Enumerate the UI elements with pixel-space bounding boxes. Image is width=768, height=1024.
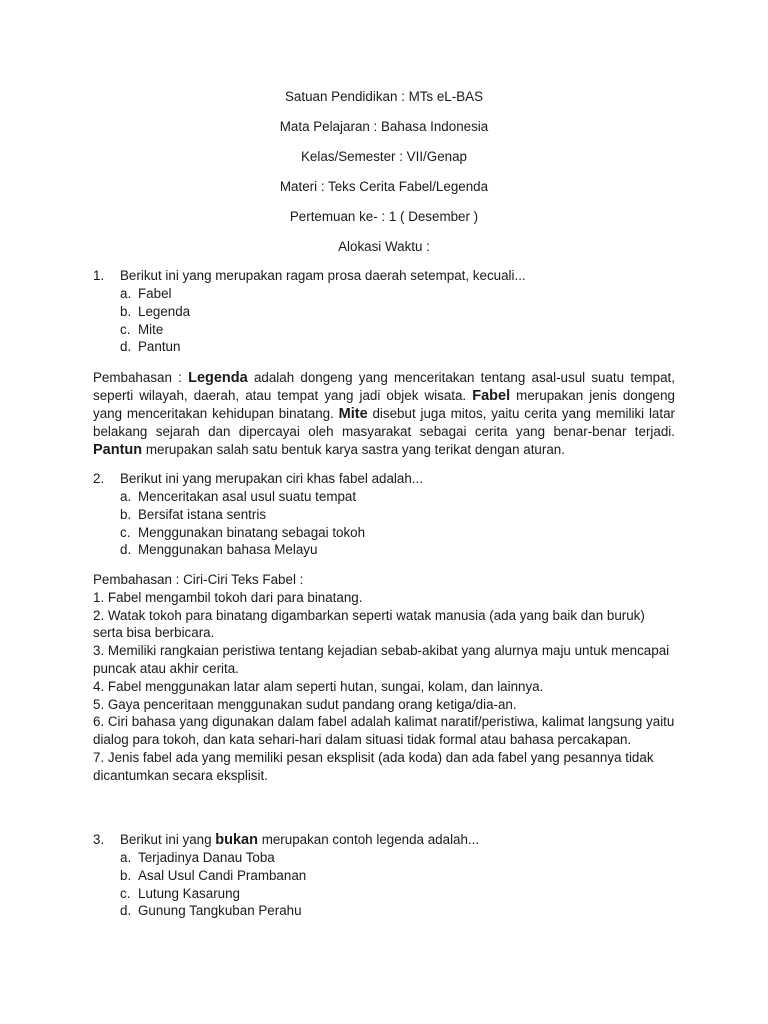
option-item (93, 885, 675, 903)
question-3 (93, 831, 675, 920)
option-text: Menggunakan bahasa Melayu (138, 542, 318, 558)
option-list (93, 488, 675, 559)
option-item (93, 849, 675, 867)
option-text: Gunung Tangkuban Perahu (138, 903, 302, 919)
option-list (93, 849, 675, 920)
keyword-mite: Mite (338, 406, 368, 422)
option-item (93, 303, 675, 321)
header-materi: Materi : Teks Cerita Fabel/Legenda (279, 179, 489, 194)
ciri-item: 5. Gaya penceritaan menggunakan sudut pandang orang ketiga/dia-an. (93, 696, 517, 712)
option-text: Menceritakan asal usul suatu tempat (138, 489, 357, 504)
option-letter: a. (120, 489, 132, 504)
option-letter: d. (120, 339, 132, 355)
ciri-item: 3. Memiliki rangkaian peristiwa tentang kejadian sebab-akibat yang alurnya maju untuk mencapai puncak atau akhir cerita. (93, 643, 670, 676)
option-letter: c. (120, 885, 131, 901)
ciri-item: 6. Ciri bahasa yang digunakan dalam fabel adalah kalimat naratif/peristiwa, kalimat langsung yaitu dialog para tokoh, dan kata sehari-hari dalam situasi tidak formal atau bahasa percakapan. (93, 714, 675, 748)
pembahasan-text: merupakan salah satu bentuk karya sastra yang terikat dengan aturan. (142, 442, 565, 457)
keyword-legenda: Legenda (188, 370, 248, 386)
question-number: 3. (93, 832, 105, 847)
option-text: Legenda (138, 303, 191, 319)
option-text: Terjadinya Danau Toba (138, 850, 275, 865)
option-item (93, 321, 675, 339)
option-item (93, 285, 675, 303)
option-text: Lutung Kasarung (138, 885, 240, 901)
pembahasan-text: merupakan jenis dongeng yang menceritakan kehidupan binatang. (93, 388, 675, 421)
keyword-pantun: Pantun (93, 442, 143, 458)
header-kelas: Kelas/Semester : VII/Genap (301, 149, 467, 164)
option-item (93, 867, 675, 885)
option-letter: d. (120, 542, 132, 558)
pembahasan-1 (93, 369, 675, 459)
option-item (93, 524, 675, 542)
document-header (0, 88, 768, 268)
option-letter: b. (120, 867, 132, 883)
ciri-item: 4. Fabel menggunakan latar alam seperti hutan, sungai, kolam, dan lainnya. (93, 678, 544, 694)
ciri-item: 7. Jenis fabel ada yang memiliki pesan eksplisit (ada koda) dan ada fabel yang pesannya tidak dicantumkan secara eksplisit. (93, 749, 654, 783)
option-letter: b. (120, 506, 132, 522)
option-list (93, 285, 675, 356)
option-letter: c. (120, 321, 131, 337)
option-text: Mite (138, 321, 164, 337)
pembahasan-text: disebut juga mitos, yaitu cerita yang memiliki latar belakang sejarah dan dipercayai oleh masyarakat sebagai cerita yang benar-benar terjadi. (93, 406, 675, 439)
option-text: Bersifat istana sentris (138, 506, 267, 522)
ciri-item: 1. Fabel mengambil tokoh dari para binatang. (93, 589, 363, 605)
question-2 (93, 470, 675, 559)
question-keyword-bukan: bukan (215, 832, 258, 848)
header-mapel: Mata Pelajaran : Bahasa Indonesia (279, 119, 489, 134)
question-text-post: merupakan contoh legenda adalah... (257, 832, 480, 847)
question-text: Berikut ini yang merupakan ciri khas fabel adalah... (120, 471, 423, 486)
option-item (93, 338, 675, 356)
pembahasan-2 (93, 571, 675, 785)
option-text: Fabel (138, 286, 172, 301)
header-alokasi: Alokasi Waktu : (338, 239, 430, 254)
option-item (93, 506, 675, 524)
header-satuan: Satuan Pendidikan : MTs eL-BAS (285, 89, 483, 104)
pembahasan-label: Pembahasan : (93, 370, 189, 385)
question-text-pre: Berikut ini yang (120, 832, 216, 847)
header-pertemuan: Pertemuan ke- : 1 ( Desember ) (289, 209, 479, 224)
question-number: 1. (93, 268, 105, 283)
keyword-fabel: Fabel (472, 388, 511, 404)
question-number: 2. (93, 471, 105, 486)
pembahasan-text: adalah dongeng yang menceritakan tentang asal-usul suatu tempat, seperti wilayah, daerah, atau tempat yang jadi objek wisata. (93, 370, 675, 403)
option-letter: c. (120, 524, 131, 540)
option-item (93, 541, 675, 559)
option-letter: a. (120, 286, 132, 301)
option-text: Asal Usul Candi Prambanan (138, 867, 307, 883)
option-item (93, 902, 675, 920)
option-letter: b. (120, 303, 132, 319)
question-text (93, 831, 675, 849)
ciri-item: 2. Watak tokoh para binatang digambarkan seperti watak manusia (ada yang baik dan buruk) serta bisa berbicara. (93, 607, 645, 641)
option-letter: d. (120, 903, 132, 919)
option-text: Pantun (138, 339, 181, 355)
option-text: Menggunakan binatang sebagai tokoh (138, 524, 366, 540)
question-text: Berikut ini yang merupakan ragam prosa daerah setempat, kecuali... (120, 268, 526, 283)
pembahasan-title: Pembahasan : Ciri-Ciri Teks Fabel : (93, 572, 304, 587)
question-1 (93, 267, 675, 356)
option-item (93, 488, 675, 506)
option-letter: a. (120, 850, 132, 865)
